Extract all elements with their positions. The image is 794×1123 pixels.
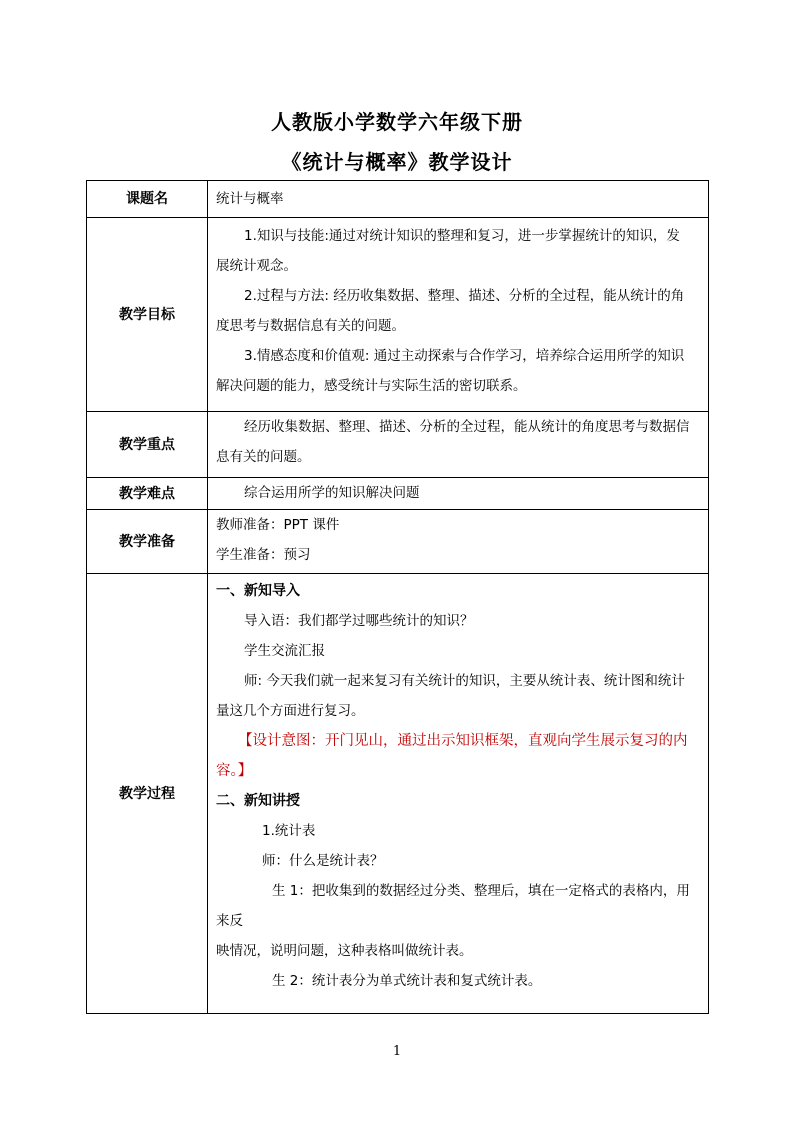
document-title-line2: 《统计与概率》教学设计 [281,150,513,174]
difficulties-text: 综合运用所学的知识解决问题 [244,485,420,501]
topic-text: 统计与概率 [216,191,284,207]
row-value-preparation [208,510,709,574]
student1-answer-line3: 映情况，说明问题，这种表格叫做统计表。 [216,943,473,959]
key-points-line1: 经历收集数据、整理、描述、分析的全过程，能从统计的角度思考与数据信 [244,419,690,435]
section-heading-2: 二、新知讲授 [216,793,300,809]
row-value-difficulties [208,478,709,510]
objective-3-line2: 解决问题的能力，感受统计与实际生活的密切联系。 [216,378,527,394]
student2-answer: 生 2：统计表分为单式统计表和复式统计表。 [272,973,542,989]
row-label-process: 教学过程 [87,574,208,1014]
intro-question: 导入语：我们都学过哪些统计的知识？ [244,613,474,629]
student-exchange: 学生交流汇报 [244,643,325,659]
student-preparation: 学生准备：预习 [216,547,311,563]
table-row-preparation [87,510,709,574]
row-label-topic: 课题名 [87,181,208,218]
row-label-preparation: 教学准备 [87,510,208,574]
objective-3-line1: 3.情感态度和价值观: 通过主动探索与合作学习，培养综合运用所学的知识 [244,348,685,364]
section-heading-1: 一、新知导入 [216,583,300,599]
student1-answer-line1: 生 1：把收集到的数据经过分类、整理后，填在一定格式的表格内，用 [272,883,690,899]
document-title-line1: 人教版小学数学六年级下册 [271,110,523,134]
objective-2-line2: 度思考与数据信息有关的问题。 [216,318,405,334]
teacher-statement-line1: 师: 今天我们就一起来复习有关统计的知识，主要从统计表、统计图和统计 [244,673,685,689]
table-row-difficulties [87,478,709,510]
objective-2-line1: 2.过程与方法: 经历收集数据、整理、描述、分析的全过程，能从统计的角 [244,288,685,304]
table-row-topic [87,181,709,218]
row-value-process [208,574,709,1014]
row-label-difficulties: 教学难点 [87,478,208,510]
objective-1-line1: 1.知识与技能:通过对统计知识的整理和复习，进一步掌握统计的知识，发 [244,228,680,244]
design-intent-line1: 【设计意图：开门见山，通过出示知识框架，直观向学生展示复习的内 [238,733,688,749]
table-row-objectives [87,218,709,412]
table-row-process [87,574,709,1014]
row-label-key-points: 教学重点 [87,412,208,478]
teacher-preparation: 教师准备：PPT 课件 [216,517,340,533]
page-number: 1 [392,1044,402,1059]
row-value-topic [208,181,709,218]
teacher-question: 师：什么是统计表？ [262,853,384,869]
objective-1-line2: 展统计观念。 [216,258,297,274]
row-value-objectives [208,218,709,412]
teacher-statement-line2: 量这几个方面进行复习。 [216,703,365,719]
key-points-line2: 息有关的问题。 [216,449,311,465]
table-row-key-points [87,412,709,478]
item-statistics-table: 1.统计表 [262,823,316,839]
row-value-key-points [208,412,709,478]
row-label-objectives: 教学目标 [87,218,208,412]
design-intent-line2: 容。】 [216,763,253,779]
lesson-plan-table [86,180,709,1014]
student1-answer-line2: 来反 [216,913,243,929]
